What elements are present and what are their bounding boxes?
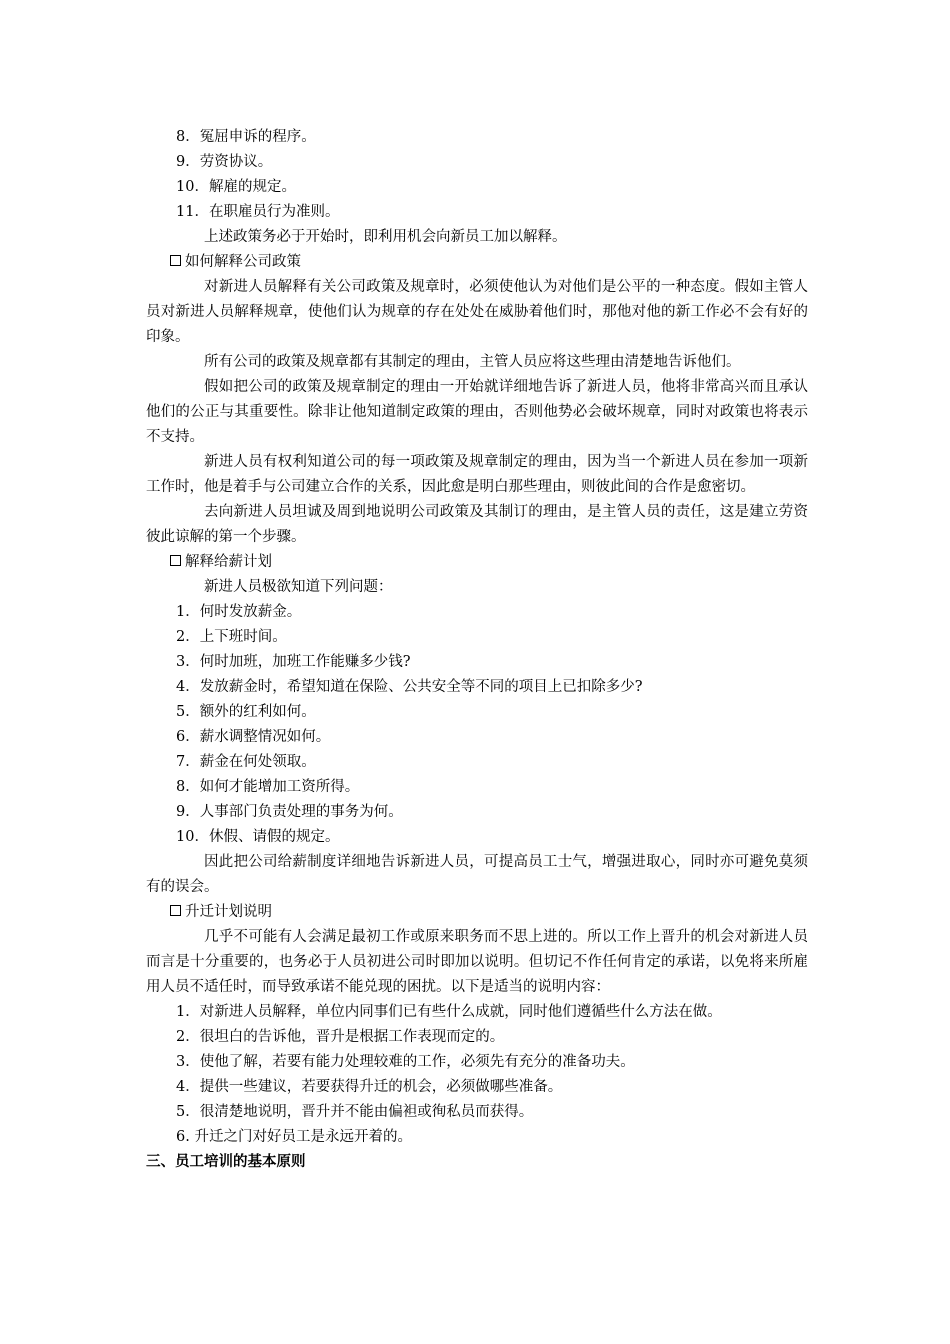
list-item: 1．何时发放薪金。 — [176, 604, 302, 620]
list-item: 9．劳资协议。 — [176, 154, 273, 170]
list-item: 4．提供一些建议，若要获得升迁的机会，必须做哪些准备。 — [176, 1079, 563, 1095]
document-body — [146, 125, 808, 1175]
checkbox-square-icon — [170, 905, 181, 916]
list-item: 7．薪金在何处领取。 — [176, 754, 316, 770]
paragraph: 因此把公司给薪制度详细地告诉新进人员，可提高员工士气，增强进取心，同时亦可避免莫须有的误会。 — [146, 854, 808, 895]
section-heading-text: 解释给薪计划 — [185, 554, 272, 570]
list-item: 10．解雇的规定。 — [176, 179, 296, 195]
list-item: 6．薪水调整情况如何。 — [176, 729, 331, 745]
paragraph: 上述政策务必于开始时，即利用机会向新员工加以解释。 — [204, 229, 567, 245]
list-item: 2．上下班时间。 — [176, 629, 287, 645]
paragraph: 几乎不可能有人会满足最初工作或原来职务而不思上进的。所以工作上晋升的机会对新进人员而言是十分重要的，也务必于人员初进公司时即加以说明。但切记不作任何肯定的承诺，以免将来所雇用人员不适任时，而导致承诺不能兑现的困扰。以下是适当的说明内容： — [146, 929, 808, 995]
section-heading — [146, 250, 808, 275]
list-item: 10．休假、请假的规定。 — [176, 829, 340, 845]
list-item: 5．额外的红利如何。 — [176, 704, 316, 720]
list-item: 11．在职雇员行为准则。 — [176, 204, 340, 220]
paragraph: 新进人员有权利知道公司的每一项政策及规章制定的理由，因为当一个新进人员在参加一项新工作时，他是着手与公司建立合作的关系，因此愈是明白那些理由，则彼此间的合作是愈密切。 — [146, 454, 808, 495]
section-heading-text: 如何解释公司政策 — [185, 254, 301, 270]
chapter-heading: 三、员工培训的基本原则 — [146, 1154, 306, 1170]
list-item: 2．很坦白的告诉他，晋升是根据工作表现而定的。 — [176, 1029, 505, 1045]
list-item: 8．冤屈申诉的程序。 — [176, 129, 316, 145]
list-item: 3．何时加班，加班工作能赚多少钱? — [176, 654, 411, 670]
section-heading-text: 升迁计划说明 — [185, 904, 272, 920]
paragraph: 对新进人员解释有关公司政策及规章时，必须使他认为对他们是公平的一种态度。假如主管人员对新进人员解释规章，使他们认为规章的存在处处在威胁着他们时，那他对他的新工作必不会有好的印象。 — [146, 279, 808, 345]
section-heading — [146, 900, 808, 925]
checkbox-square-icon — [170, 555, 181, 566]
list-item: 9．人事部门负责处理的事务为何。 — [176, 804, 403, 820]
list-item: 6. 升迁之门对好员工是永远开着的。 — [176, 1129, 412, 1145]
paragraph: 新进人员极欲知道下列问题： — [204, 579, 393, 595]
section-heading — [146, 550, 808, 575]
paragraph: 假如把公司的政策及规章制定的理由一开始就详细地告诉了新进人员，他将非常高兴而且承认他们的公正与其重要性。除非让他知道制定政策的理由，否则他势必会破坏规章，同时对政策也将表示不支持。 — [146, 379, 808, 445]
paragraph: 所有公司的政策及规章都有其制定的理由，主管人员应将这些理由清楚地告诉他们。 — [204, 354, 741, 370]
list-item: 4．发放薪金时，希望知道在保险、公共安全等不同的项目上已扣除多少? — [176, 679, 643, 695]
list-item: 1．对新进人员解释，单位内同事们已有些什么成就，同时他们遵循些什么方法在做。 — [176, 1004, 722, 1020]
checkbox-square-icon — [170, 255, 181, 266]
list-item: 5．很清楚地说明，晋升并不能由偏袒或徇私员而获得。 — [176, 1104, 534, 1120]
list-item: 3．使他了解，若要有能力处理较难的工作，必须先有充分的准备功夫。 — [176, 1054, 635, 1070]
paragraph: 去向新进人员坦诚及周到地说明公司政策及其制订的理由，是主管人员的责任，这是建立劳资彼此谅解的第一个步骤。 — [146, 504, 808, 545]
list-item: 8．如何才能增加工资所得。 — [176, 779, 360, 795]
